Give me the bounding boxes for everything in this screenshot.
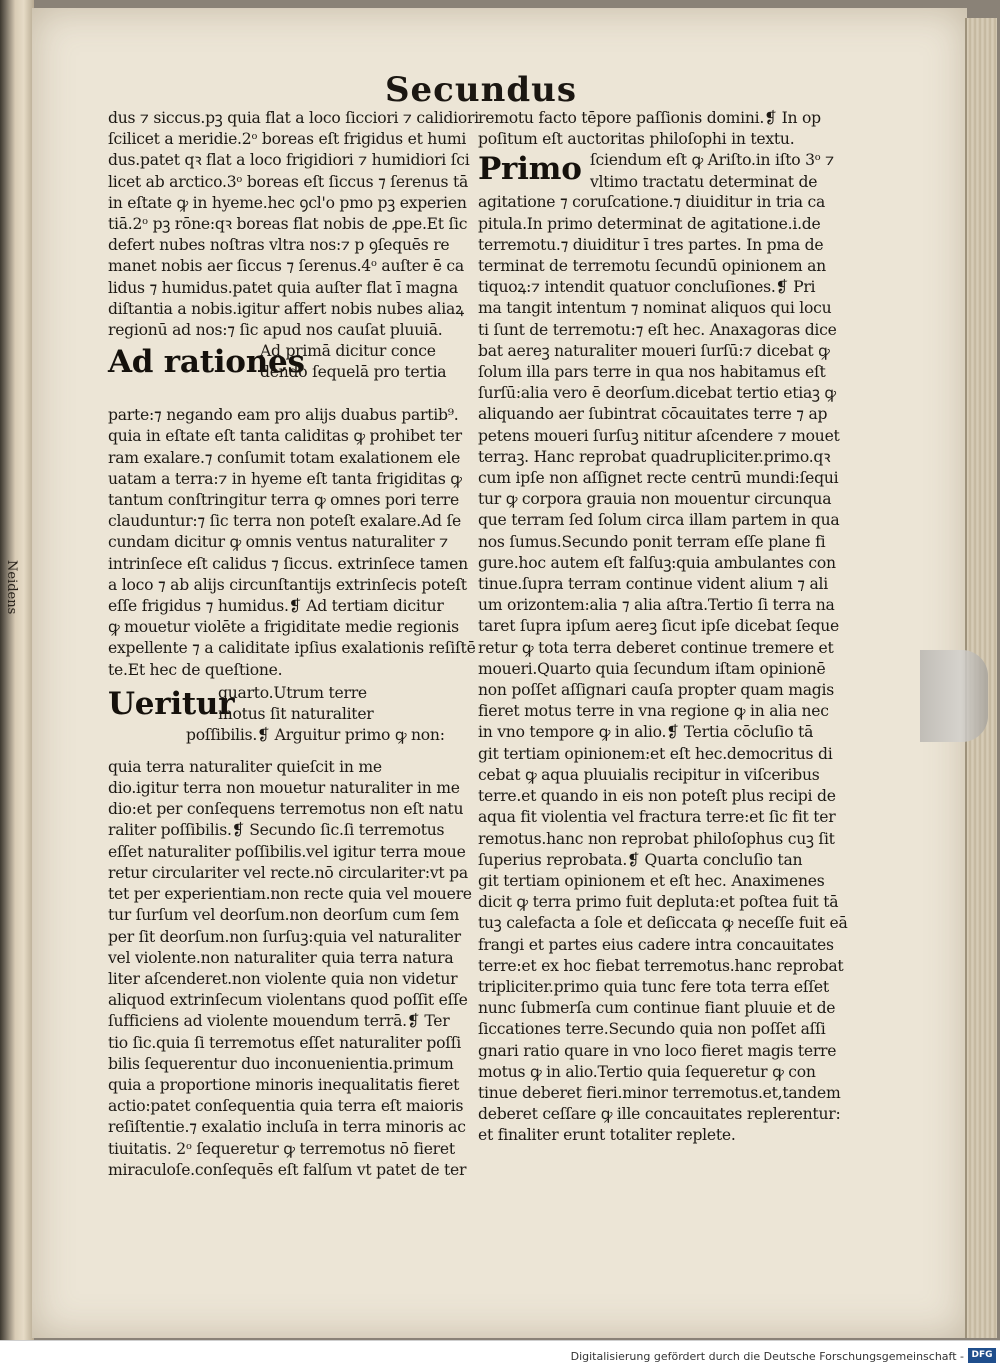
right-column	[478, 108, 848, 1147]
text-line: terminat de terremotu ſecundū opinionem an	[478, 257, 826, 276]
text-line: ſiccationes terre.Secundo quia non poſſet aſſi	[478, 1020, 826, 1039]
text-line: poſſibilis.❡ Arguitur primo ꝙ non:	[186, 726, 445, 745]
text-line: in vno tempore ꝙ in alio.❡ Tertia cōcluſio tā	[478, 723, 814, 742]
text-line: remotus.hanc non reprobat philoſophus cuꝫ ſit	[478, 829, 835, 848]
text-line: dus.patet qꝛ flat a loco frigidiori ⁊ humidiori ſci	[108, 151, 470, 170]
text-line: manet nobis aer ſiccus ⁊ ſerenus.4ᵒ auſter ē ca	[108, 257, 464, 276]
text-line: uatam a terra:⁊ in hyeme eſt tanta frigiditas ꝙ	[108, 469, 462, 488]
text-line: miraculoſe.conſequēs eſt falſum vt patet de ter	[108, 1160, 467, 1179]
text-line: non poſſet aſſignari cauſa propter quam magis	[478, 681, 835, 700]
ad-rationes-side-text	[108, 341, 468, 383]
text-line: te.Et hec de queſtione.	[108, 660, 283, 679]
text-line: retur ꝙ tota terra deberet continue tremere et	[478, 638, 834, 657]
text-line: ſolum illa pars terre in qua nos habitamus eſt	[478, 363, 826, 382]
text-line: lidus ⁊ humidus.patet quia auſter flat ī magna	[108, 278, 458, 297]
text-line: deberet ceſſare ꝙ ille concauitates replerentur:	[478, 1105, 841, 1124]
text-line: tantum conſtringitur terra ꝙ omnes pori terre	[108, 491, 459, 510]
text-line: quia terra naturaliter quieſcit in me	[108, 757, 382, 776]
text-line: ſufficiens ad violente mouendum terrā.❡ Ter	[108, 1012, 450, 1031]
text-line: cum ipſe non aſſignet recte centrū mundi:ſequi	[478, 469, 839, 488]
text-line: per ſit deorſum.non ſurſuꝫ:quia vel naturaliter	[108, 927, 461, 946]
right-paragraph-1	[478, 108, 830, 150]
text-line: eſſe frigidus ⁊ humidus.❡ Ad tertiam dicitur	[108, 597, 444, 616]
text-line: ram exalare.⁊ conſumit totam exalationem ele	[108, 448, 461, 467]
text-line: ti ſunt de terremotu:⁊ eſt hec. Anaxagoras dice	[478, 320, 837, 339]
text-line: nos ſumus.Secundo ponit terram eſſe plane fi	[478, 532, 826, 551]
primo-block	[478, 150, 834, 192]
dfg-logo: DFG	[968, 1348, 996, 1363]
text-line: eſſet naturaliter poſſibilis.vel igitur terra moue	[108, 842, 466, 861]
ad-rationes-block	[108, 341, 468, 405]
text-line: tet per experientiam.non recte quia vel mouere	[108, 885, 472, 904]
footer-bar	[0, 1340, 1000, 1371]
left-paragraph-3	[108, 757, 472, 1181]
text-line: tuꝫ calefacta a ſole et deſiccata ꝙ neceſſe fuit eā	[478, 914, 848, 933]
ueritur-side-text	[108, 683, 468, 747]
text-line: tur ꝙ corpora grauia non mouentur circunqua	[478, 490, 832, 509]
text-line: terremotu.⁊ diuiditur ī tres partes. In pma de	[478, 235, 824, 254]
text-line: expellente ⁊ a caliditate ipſius exalationis reſiſtē	[108, 639, 476, 658]
text-line: cundam dicitur ꝙ omnis ventus naturaliter ⁊	[108, 533, 448, 552]
text-line: clauduntur:⁊ ſic terra non poteſt exalare.Ad ſe	[108, 512, 461, 531]
text-line: moueri.Quarto quia ſecundum iſtam opinionē	[478, 659, 826, 678]
text-line: vel violente.non naturaliter quia terra natura	[108, 948, 454, 967]
text-line: in eſtate ꝙ in hyeme.hec ꝯcl'o pmo pꝫ experien	[108, 193, 467, 212]
text-line: tiuitatis. 2ᵒ ſequeretur ꝙ terremotus nō fieret	[108, 1139, 455, 1158]
initial-primo: Primo	[478, 151, 582, 188]
text-line: pitula.In primo determinat de agitatione.i.de	[478, 214, 821, 233]
running-head: Secundus	[385, 70, 577, 110]
text-line: quarto.Utrum terre	[218, 683, 367, 702]
text-line: ſcilicet a meridie.2ᵒ boreas eſt frigidus et humi	[108, 130, 467, 149]
text-line: ſuperius reprobata.❡ Quarta concluſio tan	[478, 850, 803, 869]
text-line: actio:patet conſequentia quia terra eſt maioris	[108, 1097, 464, 1116]
initial-ad-rationes: Ad rationes	[108, 344, 305, 381]
text-line: nunc ſubmerſa cum continue fiant pluuie et de	[478, 999, 836, 1018]
primo-side-text	[478, 150, 838, 192]
text-line: et finaliter erunt totaliter replete.	[478, 1126, 736, 1145]
text-line: parte:⁊ negando eam pro alijs duabus partib⁹.	[108, 406, 459, 425]
text-line: intrinſece eſt calidus ⁊ ſiccus. extrinſece tamen	[108, 554, 468, 573]
text-line: ma tangit intentum ⁊ nominat aliquos qui locu	[478, 299, 832, 318]
previous-page-edge	[0, 0, 34, 1340]
text-line: gnari ratio quare in vno loco fieret magis terre	[478, 1041, 837, 1060]
text-line: poſitum eſt auctoritas philoſophi in textu.	[478, 130, 795, 149]
text-line: licet ab arctico.3ᵒ boreas eſt ſiccus ⁊ ſerenus tā	[108, 172, 469, 191]
text-line: remotu facto tēpore paſſionis domini.❡ In op	[478, 109, 821, 127]
right-paragraph-2	[478, 192, 848, 1146]
text-line: dicit ꝙ terra primo fuit depluta:et poſtea fuit tā	[478, 893, 839, 912]
text-line: bilis ſequerentur duo inconuenientia.primum	[108, 1054, 454, 1073]
text-line: dus ⁊ siccus.pꝫ quia flat a loco ſicciori ⁊ calidiori	[108, 109, 479, 127]
text-line: motus ꝙ in alio.Tertio quia ſequeretur ꝙ con	[478, 1062, 816, 1081]
text-line: terraꝫ. Hanc reprobat quadrupliciter.primo.qꝛ	[478, 447, 831, 466]
text-line: que terram ſed ſolum circa illam partem in qua	[478, 511, 840, 530]
text-line: quia a proportione minoris inequalitatis fieret	[108, 1075, 460, 1094]
text-line: aqua fit violentia vel fractura terre:et ſic fit ter	[478, 808, 836, 827]
text-line: raliter poſſibilis.❡ Secundo ſic.ſi terremotus	[108, 821, 445, 840]
text-line: regionū ad nos:⁊ ſic apud nos cauſat pluuiā.	[108, 321, 443, 340]
text-line: tinue.ſupra terram continue vident alium ⁊ ali	[478, 575, 828, 594]
text-line: agitatione ⁊ coruſcatione.⁊ diuiditur in tria ca	[478, 193, 826, 212]
text-line: git tertiam opinionem et eſt hec. Anaximenes	[478, 871, 825, 890]
text-line: reſiſtentie.⁊ exalatio incluſa in terra minoris ac	[108, 1118, 466, 1137]
text-line: Ad primā dicitur conce	[260, 342, 436, 361]
spine-label: Neidens	[4, 560, 19, 615]
text-line: a loco ⁊ ab alijs circunſtantijs extrinſecis poteſt	[108, 575, 467, 594]
text-line: aliquod extrinſecum violentans quod poſſit eſſe	[108, 991, 468, 1010]
text-line: um orizontem:alia ⁊ alia aſtra.Tertio ſi terra na	[478, 596, 835, 615]
text-line: cebat ꝙ aqua pluuialis recipitur in viſceribus	[478, 765, 820, 784]
text-line: terre.et quando in eis non poteſt plus recipi de	[478, 787, 836, 806]
text-line: aliquando aer ſubintrat cōcauitates terre ⁊ ap	[478, 405, 828, 424]
left-paragraph-2	[108, 405, 476, 681]
text-line: frangi et partes eius cadere intra concauitates	[478, 935, 834, 954]
left-paragraph-1	[108, 108, 479, 341]
text-line: retur circulariter vel recte.nō circulariter:vt pa	[108, 863, 468, 882]
ueritur-block	[108, 683, 468, 757]
text-line: taret ſupra ipſum aereꝫ ſicut ipſe dicebat ſeque	[478, 617, 840, 636]
text-line: defert nubes noſtras vltra nos:⁊ p ꝯſequēs re	[108, 236, 450, 255]
text-line: tripliciter.primo quia tunc fere tota terra eſſet	[478, 977, 829, 996]
text-line: tinue deberet fieri.minor terremotus.et,tandem	[478, 1083, 841, 1102]
initial-ueritur: Ueritur	[108, 685, 235, 722]
text-line: bat aereꝫ naturaliter moueri ſurſū:⁊ dicebat ꝙ	[478, 341, 830, 360]
text-line: ꝙ mouetur violēte a frigiditate medie regionis	[108, 618, 459, 637]
text-line: dio:et per conſequens terremotus non eſt natu	[108, 800, 464, 819]
funding-credit: Digitalisierung gefördert durch die Deutsche Forschungsgemeinschaft -	[570, 1350, 964, 1363]
text-line: ſurſū:alia vero ē deorſum.dicebat tertio etiaꝫ ꝙ	[478, 384, 836, 403]
text-line: vltimo tractatu determinat de	[590, 172, 818, 191]
text-line: liter aſcenderet.non violente quia non videtur	[108, 969, 458, 988]
text-line: tur ſurſum vel deorſum.non deorſum cum ſem	[108, 906, 459, 925]
text-line: diſtantia a nobis.igitur affert nobis nubes aliaꝝ	[108, 299, 464, 318]
page-clip	[920, 650, 988, 742]
text-line: ſciendum eſt ꝙ Ariſto.in iſto 3ᵒ ⁊	[590, 151, 834, 170]
text-line: fieret motus terre in vna regione ꝙ in alia nec	[478, 702, 829, 721]
text-line: tiquoꝝ:⁊ intendit quatuor concluſiones.❡ Pri	[478, 278, 816, 297]
text-line: gure.hoc autem eſt falſuꝫ:quia ambulantes con	[478, 553, 836, 572]
text-line: quia in eſtate eſt tanta caliditas ꝙ prohibet ter	[108, 427, 462, 446]
text-line: motus ſit naturaliter	[218, 705, 374, 724]
text-line: petens moueri ſurſuꝫ nititur aſcendere ⁊ mouet	[478, 426, 840, 445]
text-line: dendo ſequelā pro tertia	[260, 363, 447, 382]
text-line: tio ſic.quia ſi terremotus eſſet naturaliter poſſi	[108, 1033, 462, 1052]
text-line: terre:et ex hoc fiebat terremotus.hanc reprobat	[478, 956, 844, 975]
left-column	[108, 108, 479, 1181]
text-line: tiā.2ᵒ pꝫ rōne:qꝛ boreas flat nobis de ꝓpe.Et ſic	[108, 215, 468, 234]
text-line: dio.igitur terra non mouetur naturaliter in me	[108, 779, 460, 798]
text-line: git tertiam opinionem:et eſt hec.democritus di	[478, 744, 833, 763]
